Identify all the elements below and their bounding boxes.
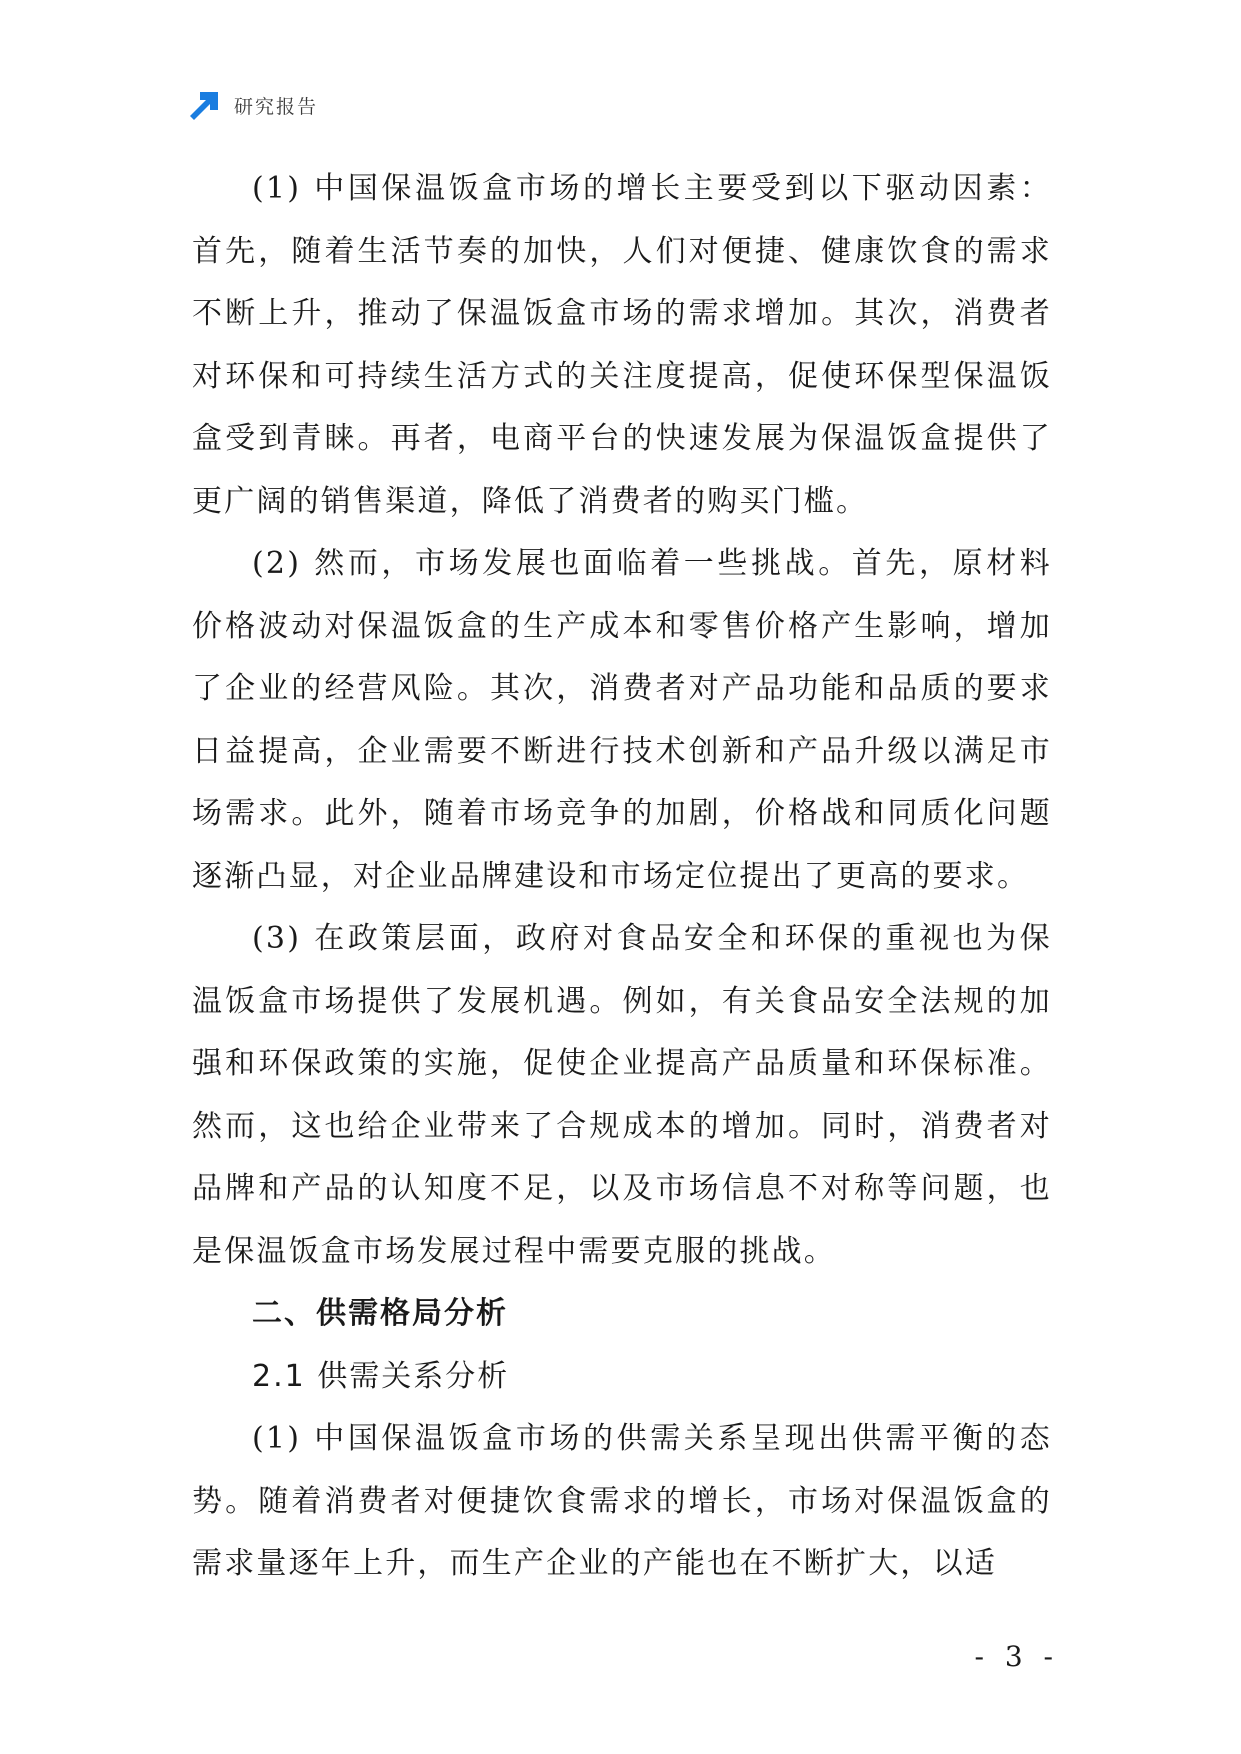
paragraph-challenges: (2) 然而，市场发展也面临着一些挑战。首先，原材料价格波动对保温饭盒的生产成本和零售价格产生影响，增加了企业的经营风险。其次，消费者对产品功能和品质的要求日益提高，企业需要不断进行技术创新和产品升级以满足市场需求。此外，随着市场竞争的加剧，价格战和同质化问题逐渐凸显，对企业品牌建设和市场定位提出了更高的要求。 xyxy=(192,546,1052,894)
paragraph-policy: (3) 在政策层面，政府对食品安全和环保的重视也为保温饭盒市场提供了发展机遇。例如，有关食品安全法规的加强和环保政策的实施，促使企业提高产品质量和环保标准。然而，这也给企业带来了合规成本的增加。同时，消费者对品牌和产品的认知度不足，以及市场信息不对称等问题，也是保温饭盒市场发展过程中需要克服的挑战。 xyxy=(192,921,1052,1269)
page-number: - 3 - xyxy=(974,1640,1059,1673)
arrow-up-right-icon xyxy=(188,88,222,122)
paragraph-drivers: (1) 中国保温饭盒市场的增长主要受到以下驱动因素：首先，随着生活节奏的加快，人们对便捷、健康饮食的需求不断上升，推动了保温饭盒市场的需求增加。其次，消费者对环保和可持续生活方式的关注度提高，促使环保型保温饭盒受到青睐。再者，电商平台的快速发展为保温饭盒提供了更广阔的销售渠道，降低了消费者的购买门槛。 xyxy=(192,171,1052,519)
report-header xyxy=(188,88,318,122)
section-heading: 二、供需格局分析 xyxy=(252,1296,508,1331)
paragraph-supply-demand: (1) 中国保温饭盒市场的供需关系呈现出供需平衡的态势。随着消费者对便捷饮食需求的增长，市场对保温饭盒的需求量逐年上升，而生产企业的产能也在不断扩大，以适 xyxy=(192,1421,1052,1581)
document-body xyxy=(192,158,1052,1596)
header-title: 研究报告 xyxy=(234,95,319,118)
subsection-heading: 2.1 供需关系分析 xyxy=(252,1358,510,1394)
